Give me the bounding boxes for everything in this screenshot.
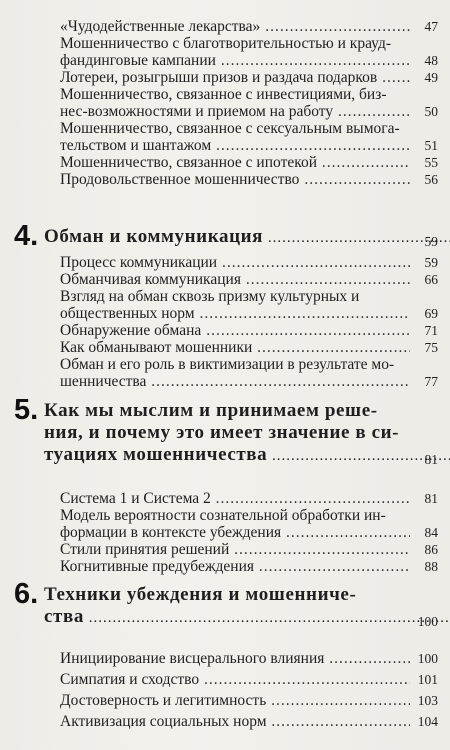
toc-page-number: 103 (417, 693, 438, 708)
toc-page-number: 104 (417, 714, 438, 729)
toc-page-number: 86 (424, 542, 438, 557)
toc-entry (0, 692, 450, 713)
toc-entry-title: Взгляд на обман сквозь призму культурных и (60, 288, 360, 305)
toc-page-number: 88 (424, 559, 438, 574)
toc-entry-title: нес-возможностями и приемом на работу ..... (60, 103, 410, 120)
chapter-title-line: ния, и почему это имеет значение в си- (44, 422, 400, 443)
chapter-title-line: Как мы мыслим и принимаем реше- (44, 400, 378, 421)
toc-entry (0, 650, 450, 671)
toc-page-number: 55 (424, 155, 438, 170)
toc-entry-cont (0, 305, 450, 322)
chapter-title-line: туациях мошенничества ..... (44, 444, 438, 466)
toc-entry (0, 671, 450, 692)
toc-page-number: 81 (424, 491, 438, 506)
toc-entry-title: Инициирование висцерального влияния ..... (60, 650, 410, 667)
toc-page-number: 48 (424, 53, 438, 68)
toc-entry-title: Обманчивая коммуникация ..... (60, 271, 410, 288)
toc-page-number: 66 (424, 272, 438, 287)
toc-entry-title: Лотереи, розыгрыши призов и раздача подарков ..... (60, 69, 410, 86)
toc-entry (0, 254, 450, 271)
toc-entry-title: Процесс коммуникации ..... (60, 254, 410, 271)
chapter-heading-6 (0, 578, 450, 630)
toc-page-number: 75 (424, 340, 438, 355)
toc-page-number: 50 (424, 104, 438, 119)
toc-entry-title: Стили принятия решений ..... (60, 541, 410, 558)
toc-section-pre (0, 18, 450, 188)
toc-entry-cont (0, 373, 450, 390)
toc-page-number: 101 (417, 672, 438, 687)
toc-entry (0, 356, 450, 373)
toc-entry (0, 271, 450, 288)
toc-entry-title: Продовольственное мошенничество ..... (60, 171, 410, 188)
toc-entry-title: Система 1 и Система 2 ..... (60, 490, 410, 507)
chapter-page-number: 100 (417, 614, 438, 629)
toc-entry (0, 713, 450, 734)
chapter-title-line: Техники убеждения и мошенниче- (44, 584, 357, 605)
toc-entry-title: Обнаружение обмана ..... (60, 322, 410, 339)
toc-entry (0, 69, 450, 86)
toc-entry (0, 154, 450, 171)
toc-page-number: 56 (424, 172, 438, 187)
toc-page-number: 59 (424, 255, 438, 270)
toc-entry (0, 35, 450, 52)
chapter-title-line: Обман и коммуникация ..... (44, 226, 438, 248)
toc-page-number: 69 (424, 306, 438, 321)
toc-section-ch6 (0, 650, 450, 734)
toc-entry (0, 18, 450, 35)
toc-entry-title: Обман и его роль в виктимизации в результате мо- (60, 356, 395, 373)
toc-entry (0, 507, 450, 524)
chapter-number: 4. (14, 220, 39, 252)
toc-entry-title: Мошенничество, связанное с сексуальным вымога- (60, 120, 400, 137)
chapter-title-line: ства ..... (44, 606, 438, 628)
toc-page-number: 71 (424, 323, 438, 338)
toc-page-number: 47 (424, 19, 438, 34)
toc-entry-title: Как обманывают мошенники ..... (60, 339, 410, 356)
toc-entry (0, 120, 450, 137)
toc-entry-title: общественных норм ..... (60, 305, 410, 322)
toc-entry (0, 339, 450, 356)
toc-entry (0, 558, 450, 575)
toc-entry (0, 322, 450, 339)
toc-section-ch4 (0, 254, 450, 390)
chapter-number: 6. (14, 578, 39, 610)
toc-page-number: 49 (424, 70, 438, 85)
toc-entry-title: Модель вероятности сознательной обработки ин- (60, 507, 386, 524)
toc-page-number: 77 (424, 374, 438, 389)
chapter-title (44, 584, 438, 628)
toc-entry-title: Мошенничество с благотворительностью и крауд- (60, 35, 391, 52)
toc-entry (0, 288, 450, 305)
chapter-page-number: 81 (424, 452, 438, 467)
chapter-heading-4 (0, 220, 450, 252)
toc-entry-title: тельством и шантажом ..... (60, 137, 410, 154)
toc-page-number: 84 (424, 525, 438, 540)
toc-entry-cont (0, 137, 450, 154)
toc-entry-title: фандинговые кампании ..... (60, 52, 410, 69)
toc-page-number: 100 (417, 651, 438, 666)
toc-entry-title: Симпатия и сходство ..... (60, 671, 410, 688)
toc-entry-title: Достоверность и легитимность ..... (60, 692, 410, 709)
toc-entry-cont (0, 52, 450, 69)
toc-entry (0, 541, 450, 558)
toc-entry-title: формации в контексте убеждения ..... (60, 524, 410, 541)
toc-entry-cont (0, 103, 450, 120)
toc-entry (0, 490, 450, 507)
toc-entry (0, 86, 450, 103)
chapter-number: 5. (14, 394, 39, 426)
toc-entry-title: «Чудодейственные лекарства» ..... (60, 18, 410, 35)
toc-entry (0, 171, 450, 188)
toc-entry-title: Мошенничество, связанное с ипотекой ..... (60, 154, 410, 171)
chapter-page-number: 59 (424, 234, 438, 249)
toc-section-ch5 (0, 490, 450, 575)
chapter-title (44, 400, 438, 466)
toc-entry-title: Когнитивные предубеждения ..... (60, 558, 410, 575)
toc-entry-cont (0, 524, 450, 541)
toc-entry-title: шенничества ..... (60, 373, 410, 390)
toc-entry-title: Активизация социальных норм ..... (60, 713, 410, 730)
chapter-title (44, 226, 438, 248)
toc-entry-title: Мошенничество, связанное с инвестициями, биз- (60, 86, 387, 103)
toc-page-number: 51 (424, 138, 438, 153)
chapter-heading-5 (0, 394, 450, 468)
